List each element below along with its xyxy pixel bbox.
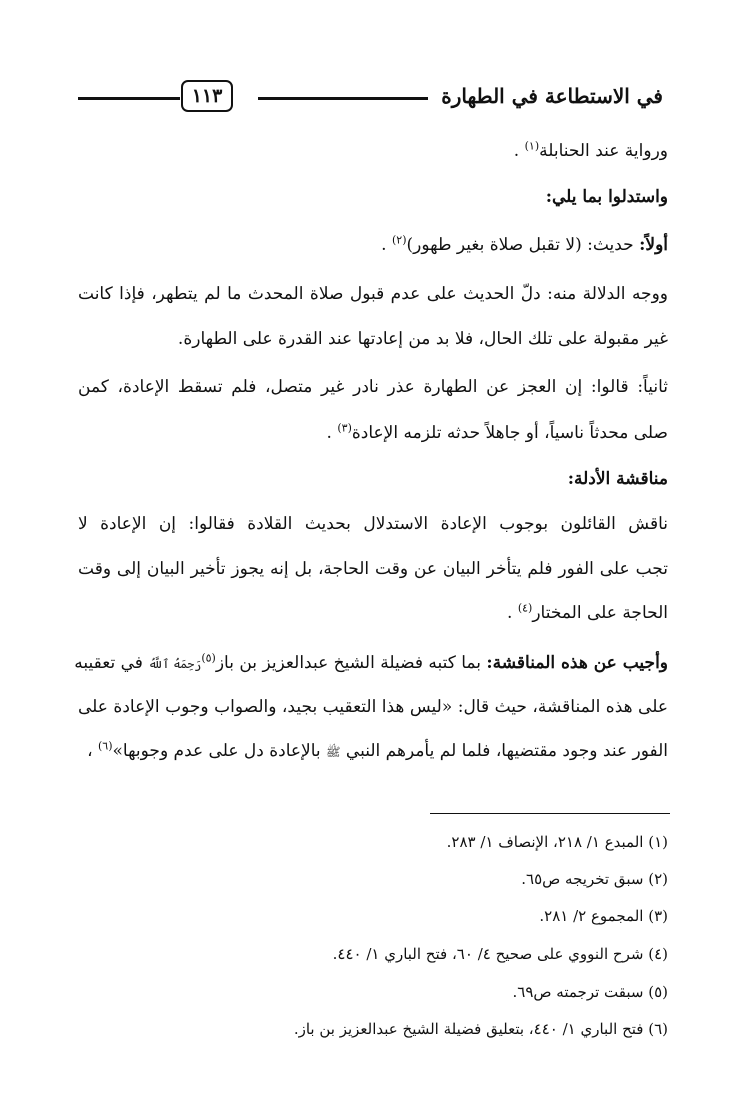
footnote-ref: (٦) — [97, 739, 113, 753]
footnote-ref: (٥) — [201, 651, 216, 665]
honorific-glyph: رَحِمَهُ ٱللَّهُ — [148, 657, 202, 671]
paragraph-line: ووجه الدلالة منه: دلّ الحديث على عدم قبول صلاة المحدث ما لم يتطهر، فإذا كانت — [78, 284, 668, 304]
footnote: (٢) سبق تخريجه ص٦٥. — [521, 870, 668, 888]
footnote: (٤) شرح النووي على صحيح ٤/ ٦٠، فتح الباري ١/ ٤٤٠. — [332, 945, 668, 963]
footnote-separator — [430, 813, 670, 814]
paragraph-line: وأجيب عن هذه المناقشة: بما كتبه فضيلة الشيخ عبدالعزيز بن باز$^{(٥)}$رَحِمَهُ ٱللَّهُ في تعقيبه — [74, 651, 668, 673]
paragraph-line: صلى محدثاً ناسياً، أو جاهلاً حدثه تلزمه الإعادة$^{(٣)}$ . — [326, 421, 668, 443]
footnote-ref: (٤) — [517, 601, 533, 615]
honorific-glyph: ﷺ — [326, 745, 341, 759]
footnote: (٥) سبقت ترجمته ص٦٩. — [512, 983, 668, 1001]
paragraph-line: أولاً: حديث: (لا تقبل صلاة بغير طهور)$^{(٢)}$ . — [381, 233, 668, 255]
footnote: (١) المبدع ١/ ٢١٨، الإنصاف ١/ ٢٨٣. — [446, 833, 668, 851]
paragraph-line: على هذه المناقشة، حيث قال: «ليس هذا التعقيب بجيد، والصواب وجوب الإعادة على — [78, 697, 668, 717]
page-number: ١١٣ — [181, 80, 233, 112]
section-heading: مناقشة الأدلة: — [567, 469, 668, 489]
paragraph-line: الفور عند وجود مقتضيها، فلما لم يأمرهم النبي ﷺ بالإعادة دل على عدم وجوبها»$^{(٦)}$ ، — [87, 739, 668, 761]
paragraph-line: الحاجة على المختار$^{(٤)}$ . — [507, 601, 668, 623]
paragraph-line: ناقش القائلون بوجوب الإعادة الاستدلال بحديث القلادة فقالوا: إن الإعادة لا — [78, 514, 668, 534]
footnote: (٦) فتح الباري ١/ ٤٤٠، بتعليق فضيلة الشيخ عبدالعزيز بن باز. — [293, 1020, 668, 1038]
paragraph-line: ورواية عند الحنابلة$^{(١)}$ . — [513, 139, 668, 161]
footnote: (٣) المجموع ٢/ ٢٨١. — [539, 907, 668, 925]
header-rule — [78, 97, 180, 100]
section-heading: واستدلوا بما يلي: — [545, 187, 668, 207]
footnote-ref: (١) — [524, 139, 540, 153]
paragraph-line: غير مقبولة على تلك الحال، فلا بد من إعادتها عند القدرة على الطهارة. — [177, 329, 668, 349]
footnote-ref: (٣) — [337, 421, 352, 435]
footnote-ref: (٢) — [391, 233, 407, 247]
paragraph-line: تجب على الفور فلم يتأخر البيان عن وقت الحاجة، بل إنه يجوز تأخير البيان إلى وقت — [78, 559, 668, 579]
chapter-title: في الاستطاعة في الطهارة — [441, 84, 663, 108]
header-rule — [258, 97, 428, 100]
paragraph-line: ثانياً: قالوا: إن العجز عن الطهارة عذر نادر غير متصل، فلم تسقط الإعادة، كمن — [78, 377, 668, 397]
running-header — [78, 78, 663, 118]
